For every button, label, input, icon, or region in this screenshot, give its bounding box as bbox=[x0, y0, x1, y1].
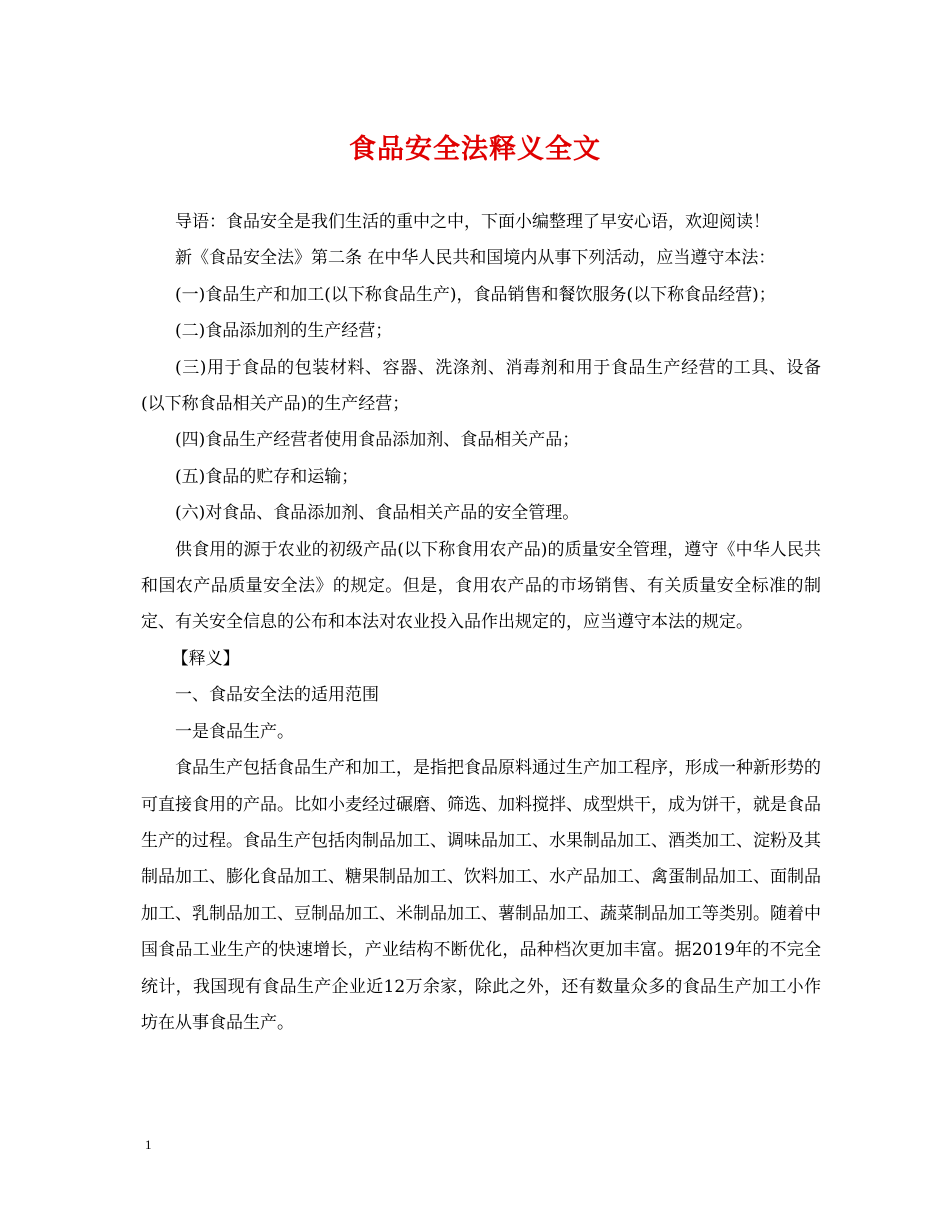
list-item-1: (一)食品生产和加工(以下称食品生产)，食品销售和餐饮服务(以下称食品经营)； bbox=[175, 284, 776, 305]
intro-paragraph: 导语：食品安全是我们生活的重中之中，下面小编整理了早安心语，欢迎阅读！ bbox=[175, 212, 770, 232]
subsection-heading: 一是食品生产。 bbox=[175, 721, 294, 742]
list-item-4: (四)食品生产经营者使用食品添加剂、食品相关产品； bbox=[175, 430, 580, 451]
agricultural-products-paragraph: 供食用的源于农业的初级产品(以下称食用农产品)的质量安全管理，遵守《中华人民共和国农产品质量安全法》的规定。但是，食用农产品的市场销售、有关质量安全标准的制定、有关安全信息的公布和本法对农业投入品作出规定的，应当遵守本法的规定。 bbox=[141, 539, 821, 633]
list-item-2: (二)食品添加剂的生产经营； bbox=[175, 321, 393, 342]
document-title: 食品安全法释义全文 bbox=[349, 134, 601, 165]
list-item-5: (五)食品的贮存和运输； bbox=[175, 466, 359, 487]
document-body bbox=[141, 204, 821, 1041]
list-item-3: (三)用于食品的包装材料、容器、洗涤剂、消毒剂和用于食品生产经营的工具、设备(以下称食品相关产品)的生产经营； bbox=[141, 357, 821, 415]
section-heading: 一、食品安全法的适用范围 bbox=[175, 685, 379, 706]
article-two-paragraph: 新《食品安全法》第二条 在中华人民共和国境内从事下列活动，应当遵守本法： bbox=[175, 248, 776, 269]
page-number: 1 bbox=[145, 1137, 152, 1152]
interpretation-heading: 【释义】 bbox=[171, 648, 240, 669]
list-item-6: (六)对食品、食品添加剂、食品相关产品的安全管理。 bbox=[175, 503, 580, 524]
food-production-paragraph: 食品生产包括食品生产和加工，是指把食品原料通过生产加工程序，形成一种新形势的可直接食用的产品。比如小麦经过碾磨、筛选、加料搅拌、成型烘干，成为饼干，就是食品生产的过程。食品生产包括肉制品加工、调味品加工、水果制品加工、酒类加工、淀粉及其制品加工、膨化食品加工、糖果制品加工、饮料加工、水产品加工、禽蛋制品加工、面制品加工、乳制品加工、豆制品加工、米制品加工、薯制品加工、蔬菜制品加工等类别。随着中国食品工业生产的快速增长，产业结构不断优化，品种档次更加丰富。据2019年的不完全统计，我国现有食品生产企业近12万余家，除此之外，还有数量众多的食品生产加工小作坊在从事食品生产。 bbox=[141, 758, 821, 1033]
